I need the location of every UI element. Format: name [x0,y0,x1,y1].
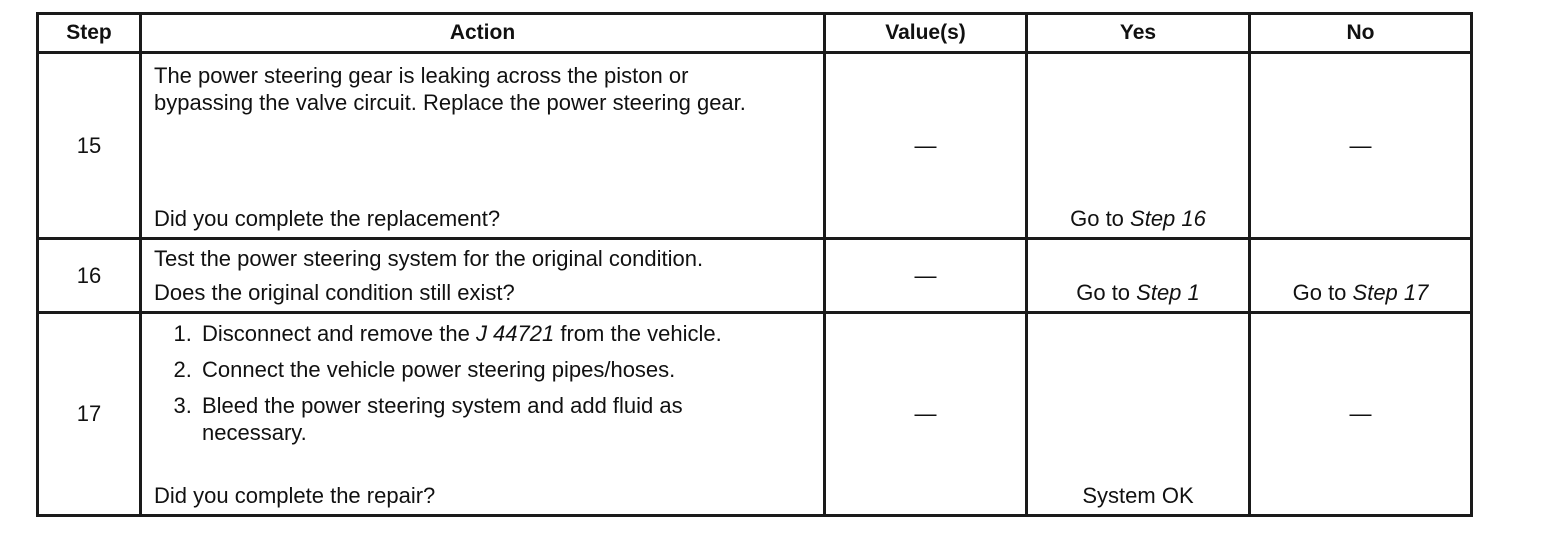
step-number: 15 [38,53,141,239]
list-item: 3. Bleed the power steering system and add fluid as necessary. [198,392,813,446]
yes-result: System OK [1082,483,1194,508]
value-dash: — [914,132,937,158]
yes-prefix: Go to [1070,206,1131,231]
yes-step-link[interactable]: Step 1 [1136,280,1200,305]
header-row [38,14,1472,53]
no-cell [1250,53,1472,239]
header-action: Action [141,14,825,53]
yes-cell [1027,313,1250,516]
yes-step-link[interactable]: Step 16 [1130,206,1206,231]
header-no: No [1250,14,1472,53]
yes-prefix: Go to [1076,280,1137,305]
list-item: 1. Disconnect and remove the J 44721 from the vehicle. [198,320,813,347]
action-cell [141,53,825,239]
value-cell [825,53,1027,239]
value-dash: — [914,401,937,426]
table-row-step-15 [38,53,1472,239]
action-question: Did you complete the replacement? [154,206,501,231]
header-yes: Yes [1027,14,1250,53]
table-row-step-16 [38,239,1472,313]
action-steps-list [142,320,813,446]
yes-cell [1027,239,1250,313]
value-cell [825,313,1027,516]
action-text: The power steering gear is leaking across the piston or bypassing the valve circuit. Replace the power steering gear. [154,63,746,115]
no-prefix: Go to [1292,280,1353,305]
step-number: 17 [38,313,141,516]
action-text: Test the power steering system for the original condition. [154,246,704,271]
header-values: Value(s) [825,14,1027,53]
tool-reference: J 44721 [475,321,555,346]
no-dash: — [1349,401,1372,426]
value-cell [825,239,1027,313]
yes-cell [1027,53,1250,239]
no-cell [1250,239,1472,313]
list-item: 2. Connect the vehicle power steering pipes/hoses. [198,356,813,383]
action-cell [141,239,825,313]
no-cell [1250,313,1472,516]
no-step-link[interactable]: Step 17 [1352,280,1429,305]
action-cell [141,313,825,516]
diagnostic-table [36,12,1473,517]
action-question: Does the original condition still exist? [154,280,515,305]
value-dash: — [914,262,937,288]
step-number: 16 [38,239,141,313]
no-dash: — [1349,132,1372,158]
action-question: Did you complete the repair? [154,483,436,508]
table-row-step-17 [38,313,1472,516]
header-step: Step [38,14,141,53]
